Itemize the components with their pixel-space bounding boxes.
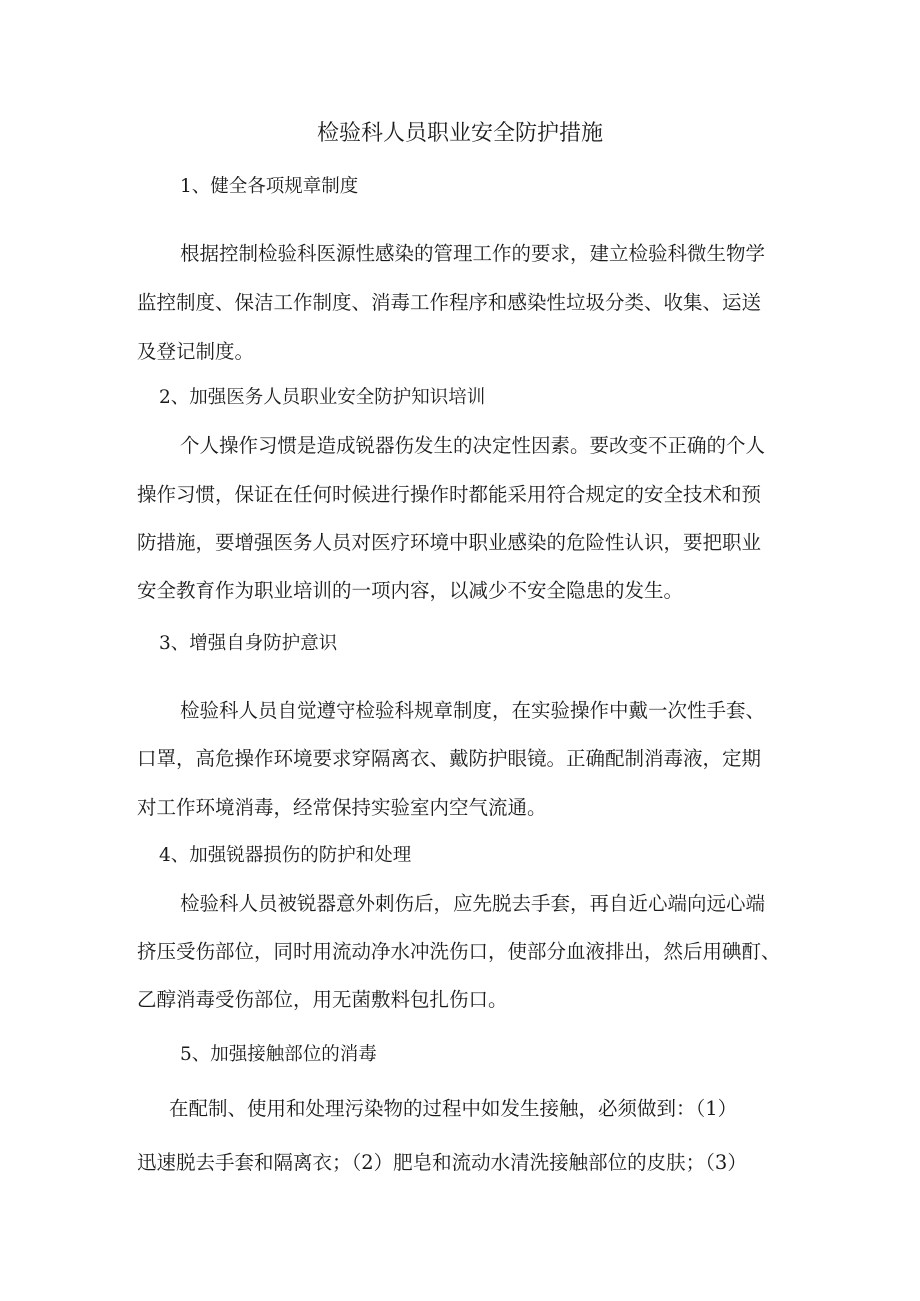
section-3-heading: 3、增强自身防护意识 <box>159 633 338 654</box>
section-2-line-2: 操作习惯，保证在任何时候进行操作时都能采用符合规定的安全技术和预 <box>137 483 762 506</box>
section-5-heading: 5、加强接触部位的消毒 <box>180 1044 377 1065</box>
section-5-line-2: 迅速脱去手套和隔离衣；（2）肥皂和流动水清洗接触部位的皮肤；（3） <box>137 1151 747 1174</box>
section-2-heading: 2、加强医务人员职业安全防护知识培训 <box>159 387 486 408</box>
section-5-line-1: 在配制、使用和处理污染物的过程中如发生接触，必须做到：（1） <box>169 1097 738 1120</box>
section-4-line-2: 挤压受伤部位，同时用流动净水冲洗伤口，使部分血液排出，然后用碘酊、 <box>137 940 781 963</box>
section-2-line-4: 安全教育作为职业培训的一项内容，以减少不安全隐患的发生。 <box>137 579 684 602</box>
section-4-line-3: 乙醇消毒受伤部位，用无菌敷料包扎伤口。 <box>137 988 508 1011</box>
section-2-line-3: 防措施，要增强医务人员对医疗环境中职业感染的危险性认识，要把职业 <box>137 531 762 554</box>
section-3-line-2: 口罩，高危操作环境要求穿隔离衣、戴防护眼镜。正确配制消毒液，定期 <box>137 747 762 770</box>
section-4-line-1: 检验科人员被锐器意外刺伤后，应先脱去手套，再自近心端向远心端 <box>180 892 766 915</box>
section-2-line-1: 个人操作习惯是造成锐器伤发生的决定性因素。要改变不正确的个人 <box>180 434 766 457</box>
section-3-line-3: 对工作环境消毒，经常保持实验室内空气流通。 <box>137 796 547 819</box>
section-1-line-2: 监控制度、保洁工作制度、消毒工作程序和感染性垃圾分类、收集、运送 <box>137 291 762 314</box>
section-1-line-1: 根据控制检验科医源性感染的管理工作的要求，建立检验科微生物学 <box>180 242 766 265</box>
section-1-line-3: 及登记制度。 <box>137 340 255 363</box>
section-4-heading: 4、加强锐器损伤的防护和处理 <box>159 845 412 866</box>
page-title: 检验科人员职业安全防护措施 <box>316 121 603 146</box>
section-3-line-1: 检验科人员自觉遵守检验科规章制度，在实验操作中戴一次性手套、 <box>180 699 766 722</box>
section-1-heading: 1、健全各项规章制度 <box>180 176 359 197</box>
